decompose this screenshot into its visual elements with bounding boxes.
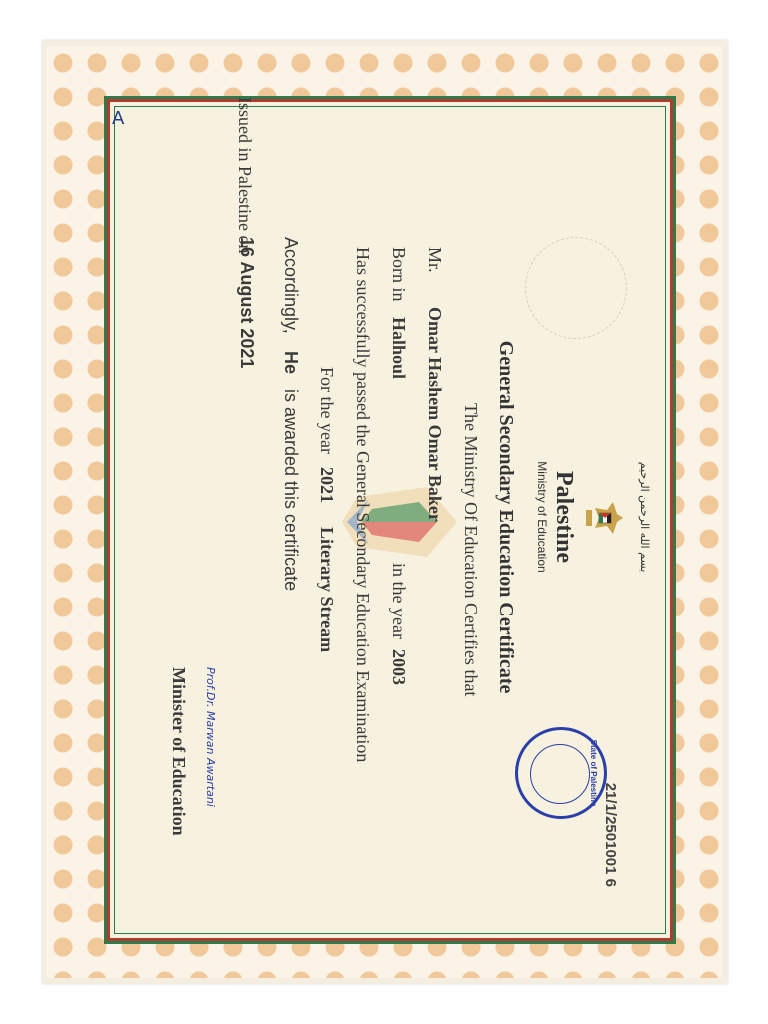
corner-mark: A [112, 108, 125, 129]
exam-stream: Literary Stream [317, 527, 337, 653]
country-heading: Palestine [551, 471, 577, 563]
ministry-subheading: Ministry of Education [535, 461, 549, 573]
issue-date: 16 August 2021 [237, 237, 257, 369]
award-pronoun: He [281, 351, 301, 375]
award-suffix: is awarded this certificate [281, 389, 301, 592]
minister-signature: Prof.Dr. Marwan Awartani [204, 667, 217, 807]
birthplace: Halhoul [389, 317, 409, 380]
signatory-title: Minister of Education [169, 667, 189, 836]
salutation: Mr. [425, 247, 445, 273]
award-prefix: Accordingly, [281, 237, 301, 334]
birth-year-label: in the year [389, 563, 409, 639]
born-label: Born in [389, 247, 409, 302]
stamp-inner-ring [530, 744, 590, 804]
certificate-title: General Secondary Education Certificate [495, 340, 517, 694]
certificate-content [117, 97, 657, 927]
eagle-emblem-icon [583, 500, 625, 536]
certifies-line: The Ministry Of Education Certifies that [461, 403, 481, 697]
student-name: Omar Hashem Omar Baker [425, 307, 445, 522]
exam-year: 2021 [317, 467, 337, 503]
official-stamp [515, 727, 607, 819]
exam-year-label: For the year [317, 367, 337, 454]
stamp-text: State of Palestine [589, 739, 598, 807]
issue-label: Issued in Palestine on [235, 97, 255, 254]
passed-line: Has successfully passed the General Secondary Education Examination [353, 247, 373, 763]
basmala-text: بسم الله الرحمن الرحيم [638, 461, 651, 573]
certificate-serial-number: 21/1/2501001 6 [602, 782, 619, 887]
birth-year: 2003 [389, 649, 409, 685]
